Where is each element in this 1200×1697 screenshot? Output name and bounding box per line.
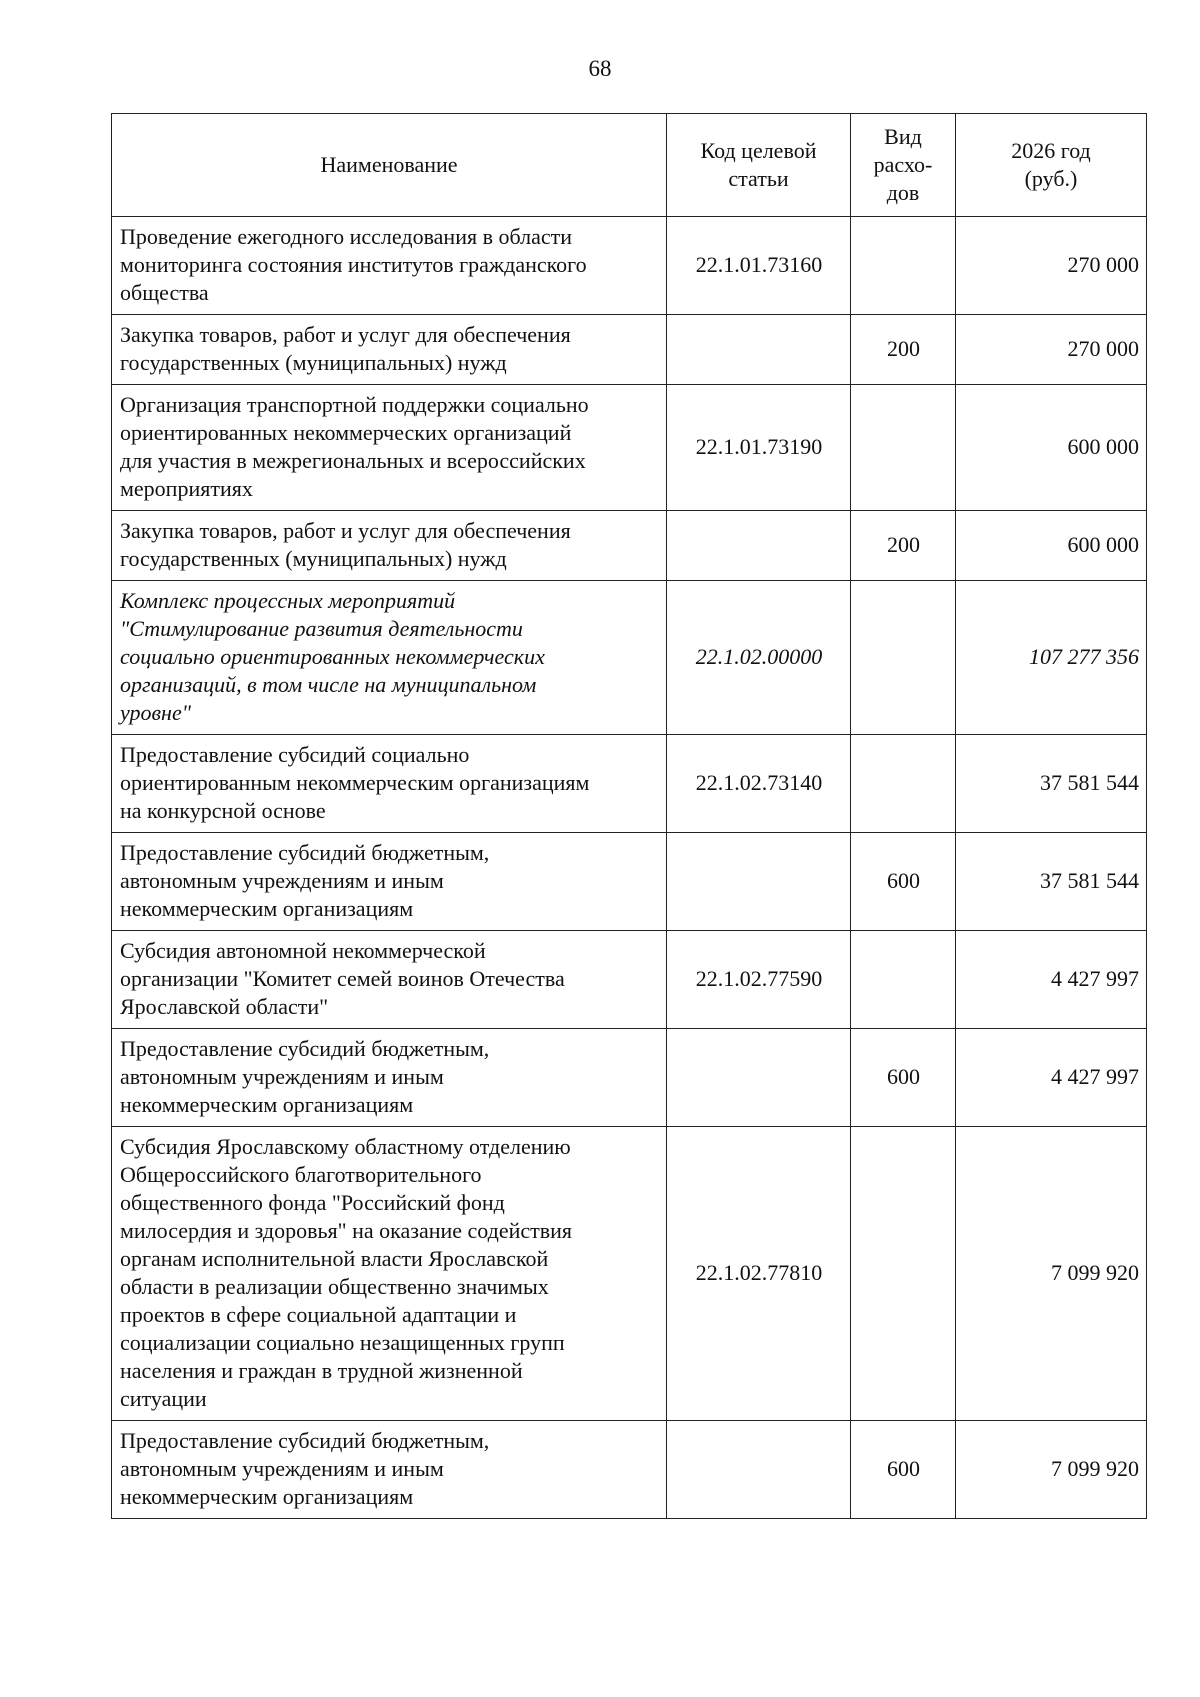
row-name-line: Предоставление субсидий бюджетным, [120, 840, 490, 865]
row-kind-cell [851, 217, 956, 315]
row-name-line: общества [120, 280, 209, 305]
row-kind-cell [851, 385, 956, 511]
row-name-line: некоммерческим организациям [120, 1092, 414, 1117]
row-code-cell [667, 833, 851, 931]
table-row [112, 385, 1147, 511]
row-name-cell [112, 1029, 667, 1127]
table-row [112, 833, 1147, 931]
row-name-line: Субсидия автономной некоммерческой [120, 938, 486, 963]
row-code-cell: 22.1.02.73140 [667, 735, 851, 833]
row-amount-cell: 600 000 [956, 511, 1147, 581]
row-name-line: для участия в межрегиональных и всероссийских [120, 448, 586, 473]
row-name-line: Проведение ежегодного исследования в области [120, 224, 573, 249]
header-kind-line: расхо- [873, 152, 933, 177]
row-name-line: Предоставление субсидий бюджетным, [120, 1036, 490, 1061]
row-kind-cell [851, 931, 956, 1029]
row-kind-cell [851, 1127, 956, 1421]
row-code-cell [667, 511, 851, 581]
row-code-cell: 22.1.02.77810 [667, 1127, 851, 1421]
row-name-line: автономным учреждениям и иным [120, 868, 444, 893]
row-name-line: социализации социально незащищенных групп [120, 1330, 565, 1355]
header-kind-line: Вид [884, 124, 922, 149]
table-row [112, 511, 1147, 581]
row-name-cell [112, 385, 667, 511]
row-kind-cell [851, 581, 956, 735]
row-name-line: некоммерческим организациям [120, 896, 414, 921]
row-name-line: Закупка товаров, работ и услуг для обеспечения [120, 322, 571, 347]
row-amount-cell: 600 000 [956, 385, 1147, 511]
row-amount-cell: 4 427 997 [956, 931, 1147, 1029]
row-code-cell [667, 315, 851, 385]
row-amount-cell: 270 000 [956, 217, 1147, 315]
row-name-line: ориентированным некоммерческим организациям [120, 770, 590, 795]
row-name-line: некоммерческим организациям [120, 1484, 414, 1509]
row-code-cell [667, 1421, 851, 1519]
row-name-line: на конкурсной основе [120, 798, 326, 823]
row-name-line: мониторинга состояния институтов гражданского [120, 252, 587, 277]
row-name-line: органам исполнительной власти Ярославской [120, 1246, 549, 1271]
row-name-line: области в реализации общественно значимых [120, 1274, 549, 1299]
row-name-line: государственных (муниципальных) нужд [120, 546, 507, 571]
table-row [112, 1127, 1147, 1421]
row-amount-cell: 7 099 920 [956, 1127, 1147, 1421]
table-row [112, 735, 1147, 833]
row-name-cell [112, 217, 667, 315]
row-kind-cell: 600 [851, 1421, 956, 1519]
row-kind-cell: 600 [851, 833, 956, 931]
table-row [112, 217, 1147, 315]
row-name-line: Ярославской области" [120, 994, 329, 1019]
row-name-line: ориентированных некоммерческих организаций [120, 420, 572, 445]
table-row [112, 1421, 1147, 1519]
row-name-line: государственных (муниципальных) нужд [120, 350, 507, 375]
table-body [112, 217, 1147, 1519]
row-name-cell [112, 931, 667, 1029]
row-kind-cell: 200 [851, 511, 956, 581]
row-name-line: Предоставление субсидий бюджетным, [120, 1428, 490, 1453]
header-kind-line: дов [886, 180, 920, 205]
row-code-cell: 22.1.02.00000 [667, 581, 851, 735]
row-name-line: ситуации [120, 1386, 207, 1411]
row-name-line: автономным учреждениям и иным [120, 1064, 444, 1089]
row-name-cell [112, 833, 667, 931]
row-amount-cell: 270 000 [956, 315, 1147, 385]
row-name-line: населения и граждан в трудной жизненной [120, 1358, 523, 1383]
row-name-cell [112, 315, 667, 385]
header-code-line: статьи [728, 166, 789, 191]
table-row [112, 581, 1147, 735]
row-name-line: Субсидия Ярославскому областному отделению [120, 1134, 571, 1159]
row-name-line: Общероссийского благотворительного [120, 1162, 482, 1187]
row-name-cell [112, 581, 667, 735]
row-name-line: организации "Комитет семей воинов Отечества [120, 966, 565, 991]
table-row [112, 1029, 1147, 1127]
row-amount-cell: 37 581 544 [956, 833, 1147, 931]
header-code [667, 114, 851, 217]
row-name-line: Комплекс процессных мероприятий [120, 588, 456, 613]
row-name-line: Закупка товаров, работ и услуг для обеспечения [120, 518, 571, 543]
row-kind-cell: 200 [851, 315, 956, 385]
header-amount-line: 2026 год [1011, 138, 1091, 163]
header-name: Наименование [112, 114, 667, 217]
row-name-line: Предоставление субсидий социально [120, 742, 470, 767]
row-name-cell [112, 735, 667, 833]
row-name-line: "Стимулирование развития деятельности [120, 616, 523, 641]
row-name-line: автономным учреждениям и иным [120, 1456, 444, 1481]
row-name-line: общественного фонда "Российский фонд [120, 1190, 505, 1215]
row-kind-cell: 600 [851, 1029, 956, 1127]
header-code-line: Код целевой [700, 138, 817, 163]
row-amount-cell: 37 581 544 [956, 735, 1147, 833]
page-number: 68 [588, 56, 612, 81]
header-amount [956, 114, 1147, 217]
row-name-line: мероприятиях [120, 476, 253, 501]
row-kind-cell [851, 735, 956, 833]
table-header-row [112, 114, 1147, 217]
table-row [112, 931, 1147, 1029]
row-name-line: уровне" [120, 700, 191, 725]
header-kind [851, 114, 956, 217]
row-code-cell [667, 1029, 851, 1127]
row-amount-cell: 4 427 997 [956, 1029, 1147, 1127]
row-amount-cell: 7 099 920 [956, 1421, 1147, 1519]
header-amount-line: (руб.) [1024, 166, 1078, 191]
table-row [112, 315, 1147, 385]
row-name-line: милосердия и здоровья" на оказание содействия [120, 1218, 573, 1243]
row-name-line: Организация транспортной поддержки социально [120, 392, 589, 417]
row-name-line: проектов в сфере социальной адаптации и [120, 1302, 517, 1327]
row-code-cell: 22.1.01.73190 [667, 385, 851, 511]
row-name-line: организаций, в том числе на муниципальном [120, 672, 537, 697]
row-amount-cell: 107 277 356 [956, 581, 1147, 735]
budget-table [111, 113, 1147, 1519]
row-code-cell: 22.1.01.73160 [667, 217, 851, 315]
row-name-line: социально ориентированных некоммерческих [120, 644, 545, 669]
row-name-cell [112, 511, 667, 581]
row-code-cell: 22.1.02.77590 [667, 931, 851, 1029]
row-name-cell [112, 1127, 667, 1421]
row-name-cell [112, 1421, 667, 1519]
